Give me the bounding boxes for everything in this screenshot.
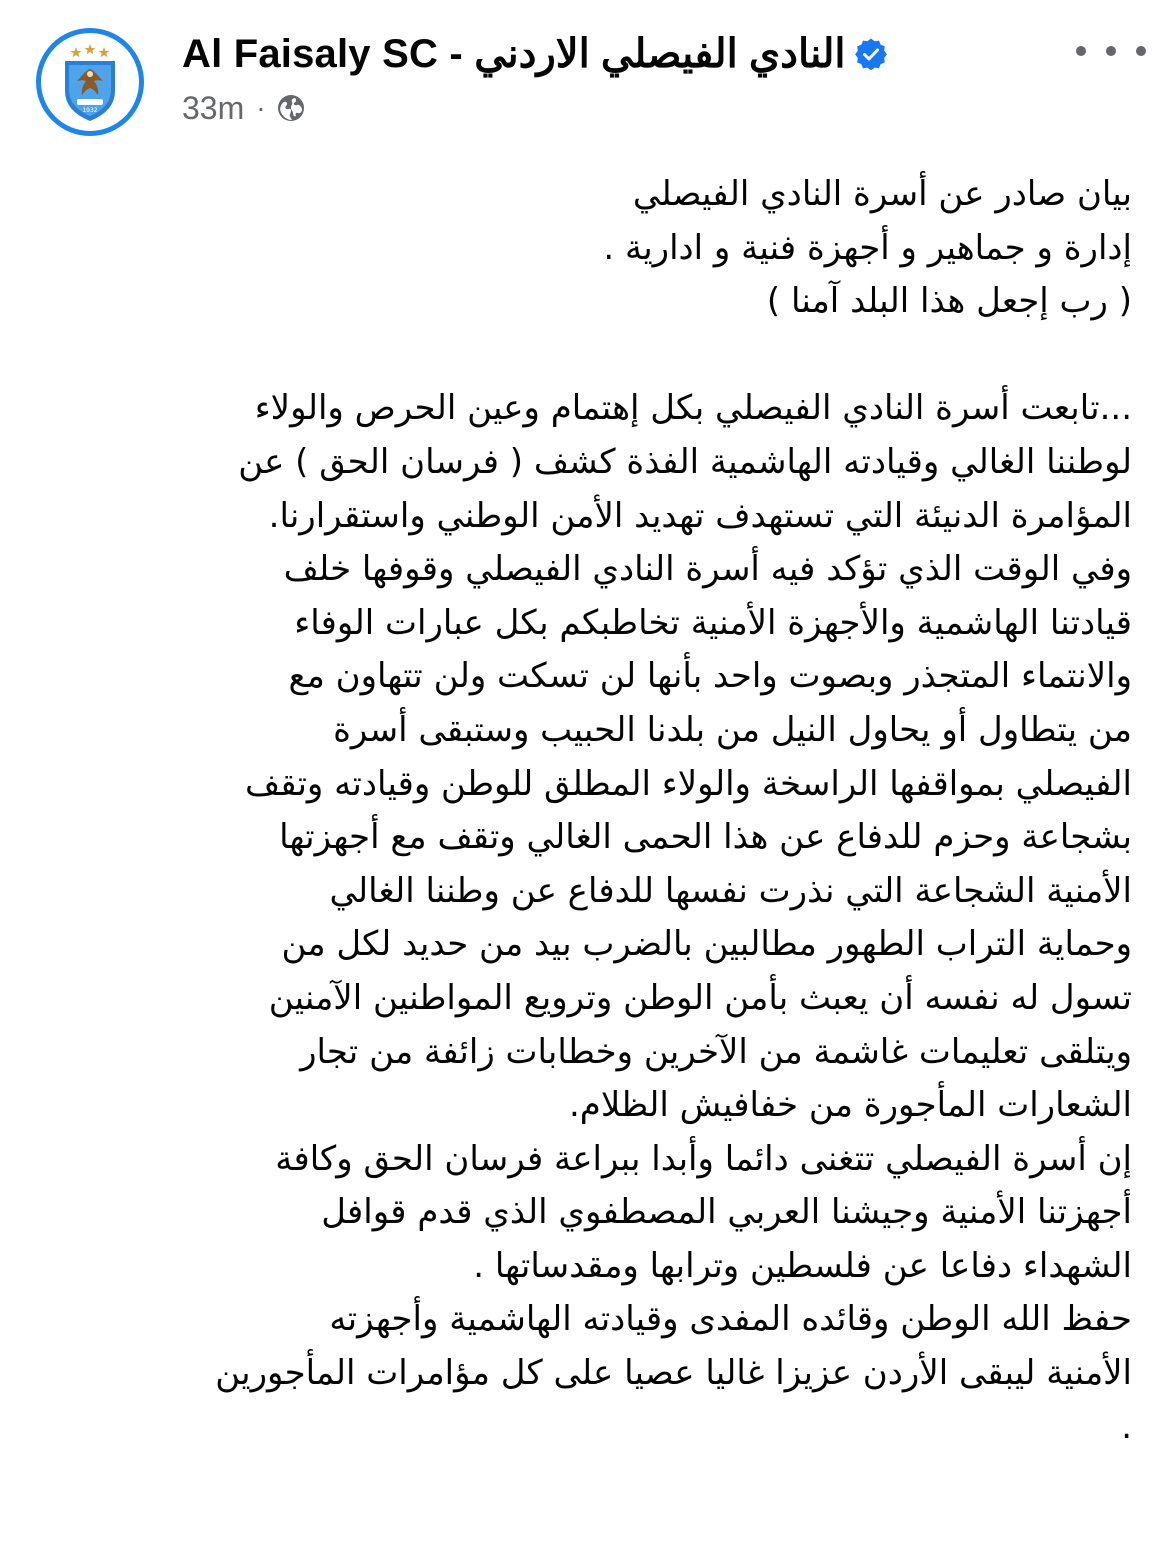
- post-line: تسول له نفسه أن يعبث بأمن الوطن وترويع المواطنين الآمنين: [268, 977, 1132, 1018]
- post-line: الأمنية ليبقى الأردن عزيزا غاليا عصيا على كل مؤامرات المأجورين: [215, 1353, 1132, 1394]
- post-line: وفي الوقت الذي تؤكد فيه أسرة النادي الفيصلي وقوفها خلف: [283, 549, 1132, 590]
- post-line: إدارة و جماهير و أجهزة فنية و ادارية .: [603, 227, 1132, 268]
- more-options-icon-dot: [1136, 46, 1146, 56]
- post-time[interactable]: 33m: [182, 89, 245, 126]
- post-line: حفظ الله الوطن وقائده المفدى وقيادته الهاشمية وأجهزته: [329, 1299, 1132, 1340]
- post-line: والانتماء المتجذر وبصوت واحد بأنها لن تسكت ولن تتهاون مع: [288, 656, 1132, 697]
- post-line: بيان صادر عن أسرة النادي الفيصلي: [632, 174, 1132, 214]
- meta-separator: ·: [256, 92, 266, 123]
- post-line: الأمنية الشجاعة التي نذرت نفسها للدفاع عن وطننا الغالي: [329, 870, 1132, 911]
- post-line: قيادتنا الهاشمية والأجهزة الأمنية تخاطبكم بكل عبارات الوفاء: [294, 602, 1132, 643]
- more-options-icon: [1076, 46, 1086, 56]
- post-line: ويتلقى تعليمات غاشمة من الآخرين وخطابات زائفة من تجار: [300, 1031, 1132, 1072]
- post-line: الشعارات المأجورة من خفافيش الظلام.: [568, 1085, 1132, 1126]
- post-line: لوطننا الغالي وقيادته الهاشمية الفذة كشف ( فرسان الحق ) عن: [238, 441, 1132, 482]
- post-line: أجهزتنا الأمنية وجيشنا العربي المصطفوي الذي قدم قوافل: [321, 1192, 1132, 1233]
- avatar[interactable]: [36, 28, 144, 136]
- post-line: وحماية التراب الطهور مطالبين بالضرب بيد من حديد لكل من: [281, 924, 1132, 965]
- crest-year: 1932: [82, 107, 98, 114]
- verified-badge-icon: [854, 37, 888, 71]
- post-line: ...تابعت أسرة النادي الفيصلي بكل إهتمام وعين الحرص والولاء: [254, 388, 1132, 429]
- more-options-icon-dot: [1106, 46, 1116, 56]
- post-line: إن أسرة الفيصلي تتغنى دائما وأبدا ببراعة فرسان الحق وكافة: [275, 1138, 1132, 1179]
- club-crest-icon: [41, 33, 139, 131]
- post-header: [36, 28, 1146, 138]
- globe-icon[interactable]: [276, 93, 306, 123]
- author-name[interactable]: Al Faisaly SC - النادي الفيصلي الاردني: [182, 32, 846, 76]
- post-line: الفيصلي بمواقفها الراسخة والولاء المطلق للوطن وقيادته وتقف: [245, 763, 1132, 804]
- post-line: .: [1121, 1406, 1132, 1447]
- post-line: الشهداء دفاعا عن فلسطين وترابها ومقدساتها .: [473, 1245, 1132, 1286]
- more-options-button[interactable]: [1076, 36, 1146, 66]
- author-block: [182, 30, 888, 126]
- post-line: المؤامرة الدنيئة التي تستهدف تهديد الأمن الوطني واستقرارنا.: [268, 495, 1132, 536]
- author-row: [182, 30, 888, 78]
- post-line: ( رب إجعل هذا البلد آمنا ): [766, 281, 1132, 322]
- post-text: [32, 168, 1132, 1454]
- post-line-blank: [32, 329, 1132, 383]
- post-line: من يتطاول أو يحاول النيل من بلدنا الحبيب وستبقى أسرة: [333, 709, 1132, 750]
- post-meta: [182, 90, 888, 126]
- post-line: بشجاعة وحزم للدفاع عن هذا الحمى الغالي وتقف مع أجهزتها: [279, 817, 1132, 858]
